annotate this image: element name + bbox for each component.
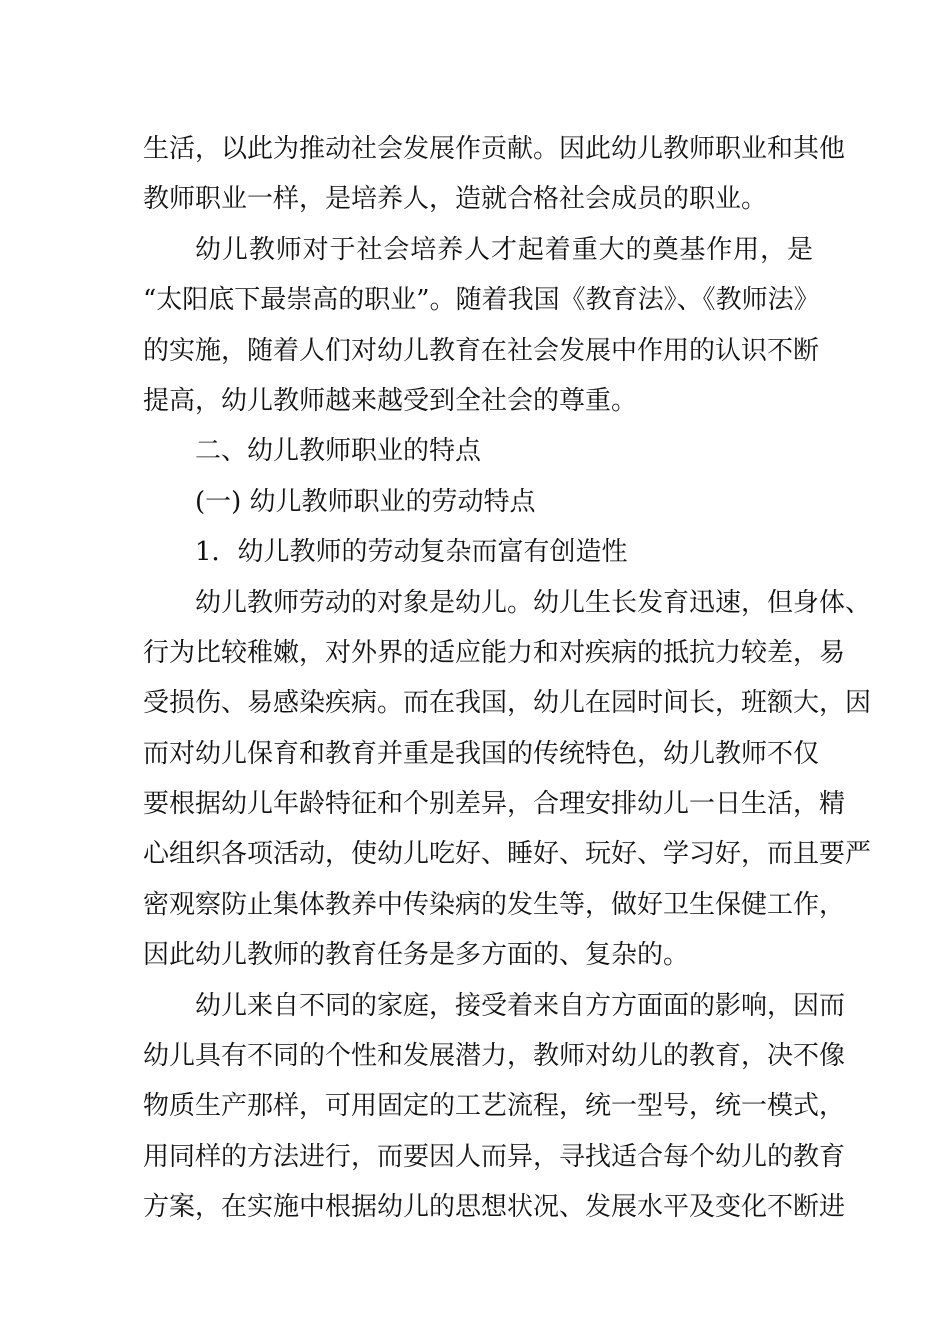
text-line: 生活，以此为推动社会发展作贡献。因此幼儿教师职业和其他 [143, 134, 846, 164]
text-line: 受损伤、易感染疾病。而在我国，幼儿在园时间长，班额大，因 [143, 688, 872, 719]
text-line: 用同样的方法进行，而要因人而异，寻找适合每个幼儿的教育 [143, 1141, 846, 1172]
text-line: 行为比较稚嫩，对外界的适应能力和对疾病的抵抗力较差，易 [143, 637, 846, 668]
text-line: 幼儿来自不同的家庭，接受着来自方方面面的影响，因而 [195, 990, 846, 1021]
text-line: 幼儿教师劳动的对象是幼儿。幼儿生长发育迅速，但身体、 [195, 587, 872, 618]
text-line: 因此幼儿教师的教育任务是多方面的、复杂的。 [143, 940, 690, 971]
text-line: 幼儿教师对于社会培养人才起着重大的奠基作用，是 [195, 234, 813, 265]
text-line: 的实施，随着人们对幼儿教育在社会发展中作用的认识不断 [143, 335, 820, 366]
text-line: 幼儿具有不同的个性和发展潜力，教师对幼儿的教育，决不像 [143, 1041, 846, 1072]
text-line: 方案，在实施中根据幼儿的思想状况、发展水平及变化不断进 [143, 1192, 846, 1223]
text-line: 提高，幼儿教师越来越受到全社会的尊重。 [143, 385, 638, 416]
text-line: (一) 幼儿教师职业的劳动特点 [195, 486, 536, 517]
text-line: 而对幼儿保育和教育并重是我国的传统特色，幼儿教师不仅 [143, 738, 820, 769]
text-line: 教师职业一样，是培养人，造就合格社会成员的职业。 [143, 184, 768, 215]
body-text [143, 124, 872, 1233]
text-line: 1．幼儿教师的劳动复杂而富有创造性 [195, 537, 628, 568]
text-line: 二、幼儿教师职业的特点 [195, 436, 482, 467]
text-line: “太阳底下最崇高的职业”。随着我国《教育法》、《教师法》 [143, 285, 820, 316]
text-line: 要根据幼儿年龄特征和个别差异，合理安排幼儿一日生活，精 [143, 789, 846, 820]
text-line: 心组织各项活动，使幼儿吃好、睡好、玩好、学习好，而且要严 [143, 839, 872, 870]
text-line: 密观察防止集体教养中传染病的发生等，做好卫生保健工作， [143, 889, 846, 920]
text-line: 物质生产那样，可用固定的工艺流程，统一型号，统一模式， [143, 1091, 846, 1122]
